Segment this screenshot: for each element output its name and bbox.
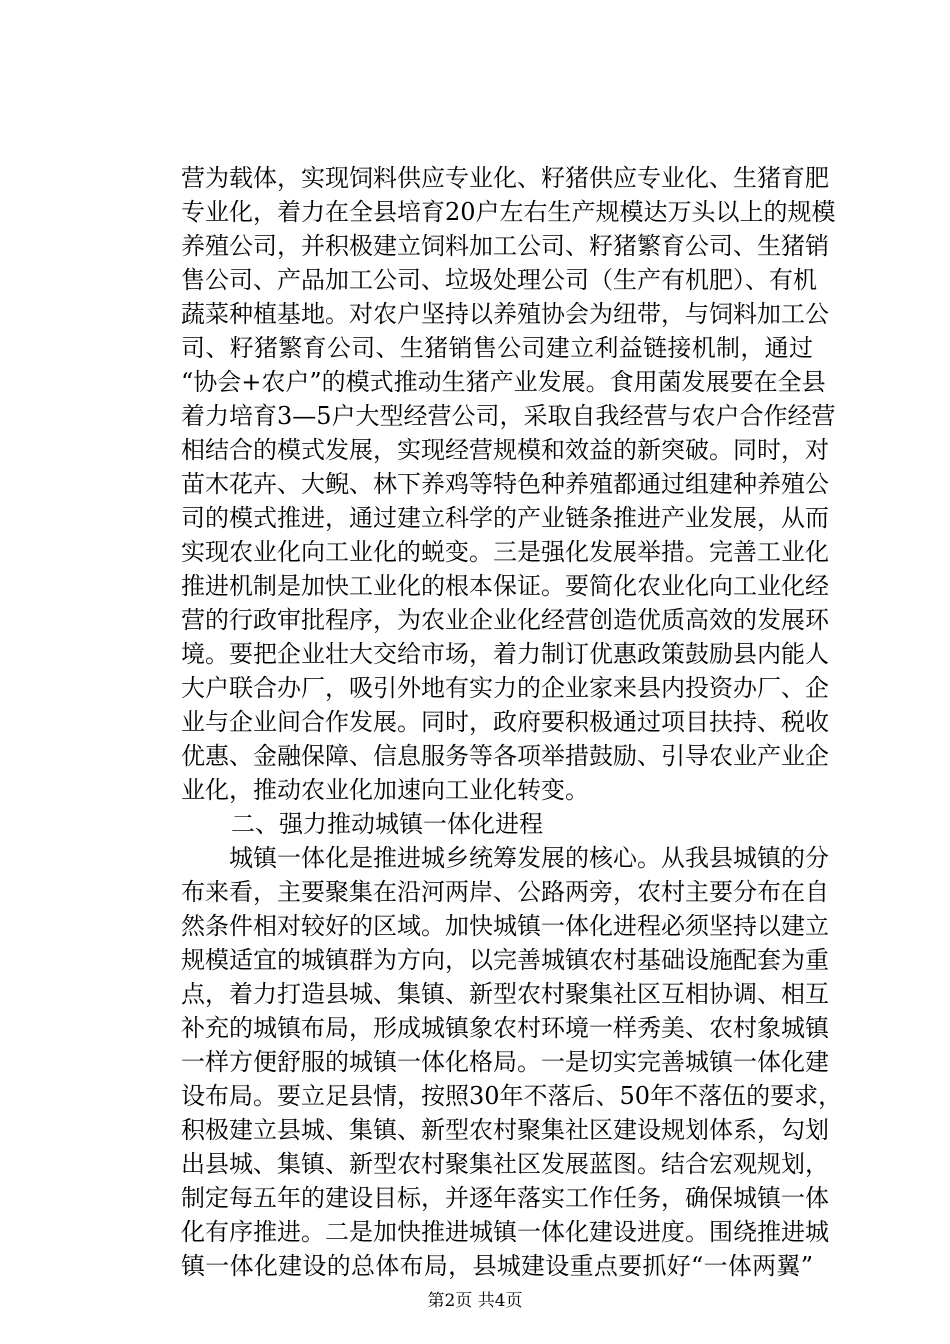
page-number: 第2页 共4页 bbox=[427, 1291, 523, 1311]
text-line: 出县城、集镇、新型农村聚集社区发展蓝图。结合宏观规划， bbox=[181, 1150, 829, 1178]
text-line: 养殖公司，并积极建立饲料加工公司、籽猪繁育公司、生猪销 bbox=[181, 232, 829, 260]
text-line: 积极建立县城、集镇、新型农村聚集社区建设规划体系，勾划 bbox=[181, 1116, 829, 1144]
section-heading: 二、强力推动城镇一体化进程 bbox=[231, 810, 543, 838]
text-line: 售公司、产品加工公司、垃圾处理公司（生产有机肥）、有机 bbox=[181, 266, 817, 294]
text-line: 苗木花卉、大鲵、林下养鸡等特色种养殖都通过组建种养殖公 bbox=[181, 470, 829, 498]
text-line: 点，着力打造县城、集镇、新型农村聚集社区互相协调、相互 bbox=[181, 980, 829, 1008]
text-line: 优惠、金融保障、信息服务等各项举措鼓励、引导农业产业企 bbox=[181, 742, 829, 770]
text-line: 实现农业化向工业化的蜕变。三是强化发展举措。完善工业化 bbox=[181, 538, 829, 566]
text-line: 境。要把企业壮大交给市场，着力制订优惠政策鼓励县内能人 bbox=[181, 640, 829, 668]
text-line: 化有序推进。二是加快推进城镇一体化建设进度。围绕推进城 bbox=[181, 1218, 829, 1246]
text-line: 城镇一体化是推进城乡统筹发展的核心。从我县城镇的分 bbox=[229, 844, 829, 872]
text-line: 相结合的模式发展，实现经营规模和效益的新突破。同时，对 bbox=[181, 436, 829, 464]
text-line: 营为载体，实现饲料供应专业化、籽猪供应专业化、生猪育肥 bbox=[181, 164, 829, 192]
text-line: 司、籽猪繁育公司、生猪销售公司建立利益链接机制，通过 bbox=[181, 334, 813, 362]
text-line: 司的模式推进，通过建立科学的产业链条推进产业发展，从而 bbox=[181, 504, 829, 532]
text-line: “协会+农户”的模式推动生猪产业发展。食用菌发展要在全县 bbox=[181, 368, 826, 396]
text-line: 布来看，主要聚集在沿河两岸、公路两旁，农村主要分布在自 bbox=[181, 878, 829, 906]
text-line: 推进机制是加快工业化的根本保证。要简化农业化向工业化经 bbox=[181, 572, 829, 600]
text-line: 制定每五年的建设目标，并逐年落实工作任务，确保城镇一体 bbox=[181, 1184, 829, 1212]
text-line: 镇一体化建设的总体布局，县城建设重点要抓好“一体两翼” bbox=[181, 1252, 813, 1280]
text-line: 补充的城镇布局，形成城镇象农村环境一样秀美、农村象城镇 bbox=[181, 1014, 829, 1042]
text-line: 营的行政审批程序，为农业企业化经营创造优质高效的发展环 bbox=[181, 606, 829, 634]
text-line: 大户联合办厂，吸引外地有实力的企业家来县内投资办厂、企 bbox=[181, 674, 829, 702]
text-line: 规模适宜的城镇群为方向，以完善城镇农村基础设施配套为重 bbox=[181, 946, 829, 974]
text-line: 着力培育3—5户大型经营公司，采取自我经营与农户合作经营 bbox=[181, 402, 836, 430]
text-line: 蔬菜种植基地。对农户坚持以养殖协会为纽带，与饲料加工公 bbox=[181, 300, 829, 328]
text-line: 然条件相对较好的区域。加快城镇一体化进程必须坚持以建立 bbox=[181, 912, 829, 940]
text-line: 一样方便舒服的城镇一体化格局。一是切实完善城镇一体化建 bbox=[181, 1048, 829, 1076]
text-line: 业与企业间合作发展。同时，政府要积极通过项目扶持、税收 bbox=[181, 708, 829, 736]
document-body bbox=[181, 161, 843, 1283]
text-line: 专业化，着力在全县培育20户左右生产规模达万头以上的规模 bbox=[181, 198, 836, 226]
text-line: 业化，推动农业化加速向工业化转变。 bbox=[181, 776, 589, 804]
text-line: 设布局。要立足县情，按照30年不落后、50年不落伍的要求， bbox=[181, 1082, 843, 1110]
